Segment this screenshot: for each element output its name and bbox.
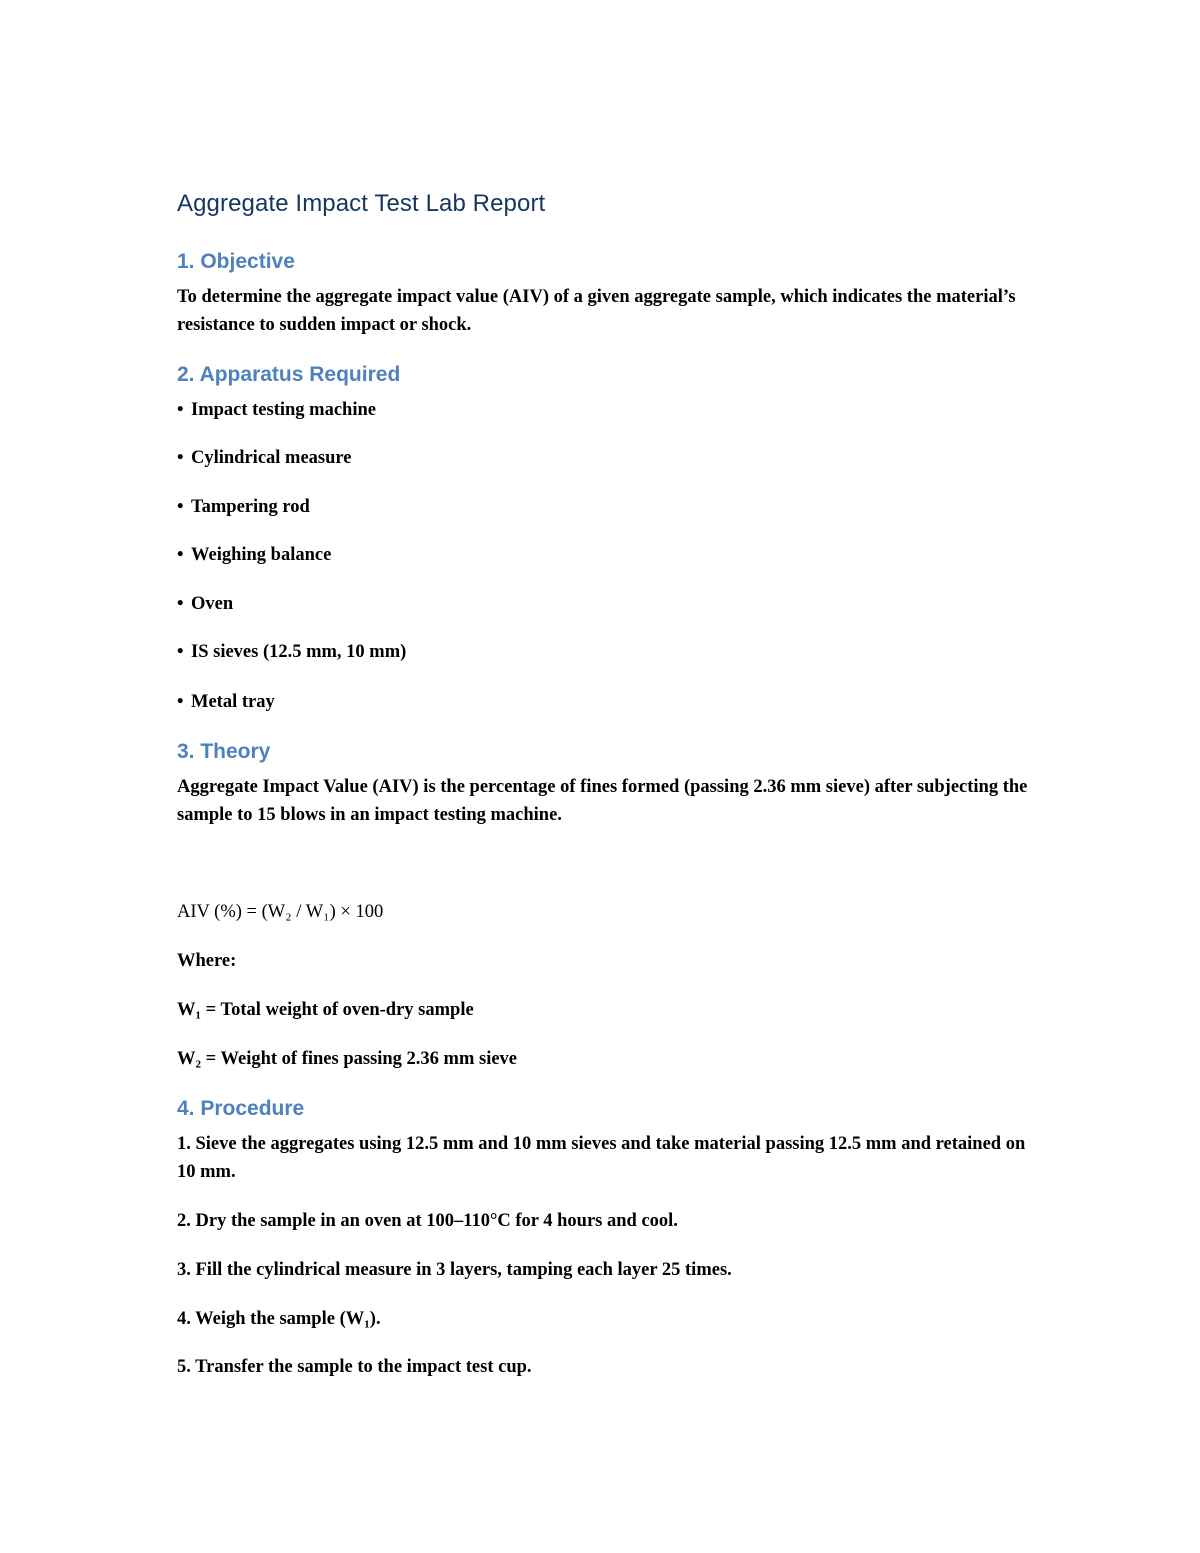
apparatus-heading: 2. Apparatus Required — [177, 363, 401, 386]
list-item: • Cylindrical measure — [177, 444, 352, 472]
document-title: Aggregate Impact Test Lab Report — [177, 190, 546, 217]
w1-definition: W₁ = Total weight of oven-dry sample — [177, 1000, 474, 1020]
procedure-step: 2. Dry the sample in an oven at 100–110°C for 4 hours and cool. — [177, 1211, 678, 1231]
w2-definition: W₂ = Weight of fines passing 2.36 mm sieve — [177, 1049, 518, 1069]
list-item: • Tampering rod — [177, 493, 310, 521]
procedure-step: 4. Weigh the sample (W₁). — [177, 1309, 381, 1329]
bullet-icon: • — [177, 497, 184, 517]
where-label: Where: — [177, 951, 237, 971]
bullet-icon: • — [177, 692, 184, 712]
bullet-icon: • — [177, 545, 184, 565]
procedure-heading: 4. Procedure — [177, 1097, 305, 1120]
bullet-icon: • — [177, 642, 184, 662]
list-item: • Impact testing machine — [177, 396, 376, 424]
theory-heading: 3. Theory — [177, 740, 271, 763]
procedure-step: 5. Transfer the sample to the impact test cup. — [177, 1357, 532, 1377]
list-item: • Oven — [177, 590, 233, 618]
list-item: • Metal tray — [177, 688, 275, 716]
objective-heading: 1. Objective — [177, 250, 295, 273]
objective-text: To determine the aggregate impact value (AIV) of a given aggregate sample, which indicates the material’s resistance to sudden impact or shock. — [177, 287, 1016, 335]
procedure-step: 1. Sieve the aggregates using 12.5 mm and 10 mm sieves and take material passing 12.5 mm and retained on 10 mm. — [177, 1134, 1026, 1182]
bullet-icon: • — [177, 448, 184, 468]
aiv-formula: AIV (%) = (W₂ / W₁) × 100 — [177, 902, 384, 922]
theory-text: Aggregate Impact Value (AIV) is the percentage of fines formed (passing 2.36 mm sieve) after subjecting the sample to 15 blows in an impact testing machine. — [177, 777, 1028, 825]
bullet-icon: • — [177, 594, 184, 614]
list-item: • Weighing balance — [177, 541, 331, 569]
procedure-step: 3. Fill the cylindrical measure in 3 layers, tamping each layer 25 times. — [177, 1260, 732, 1280]
list-item: • IS sieves (12.5 mm, 10 mm) — [177, 638, 406, 666]
bullet-icon: • — [177, 400, 184, 420]
